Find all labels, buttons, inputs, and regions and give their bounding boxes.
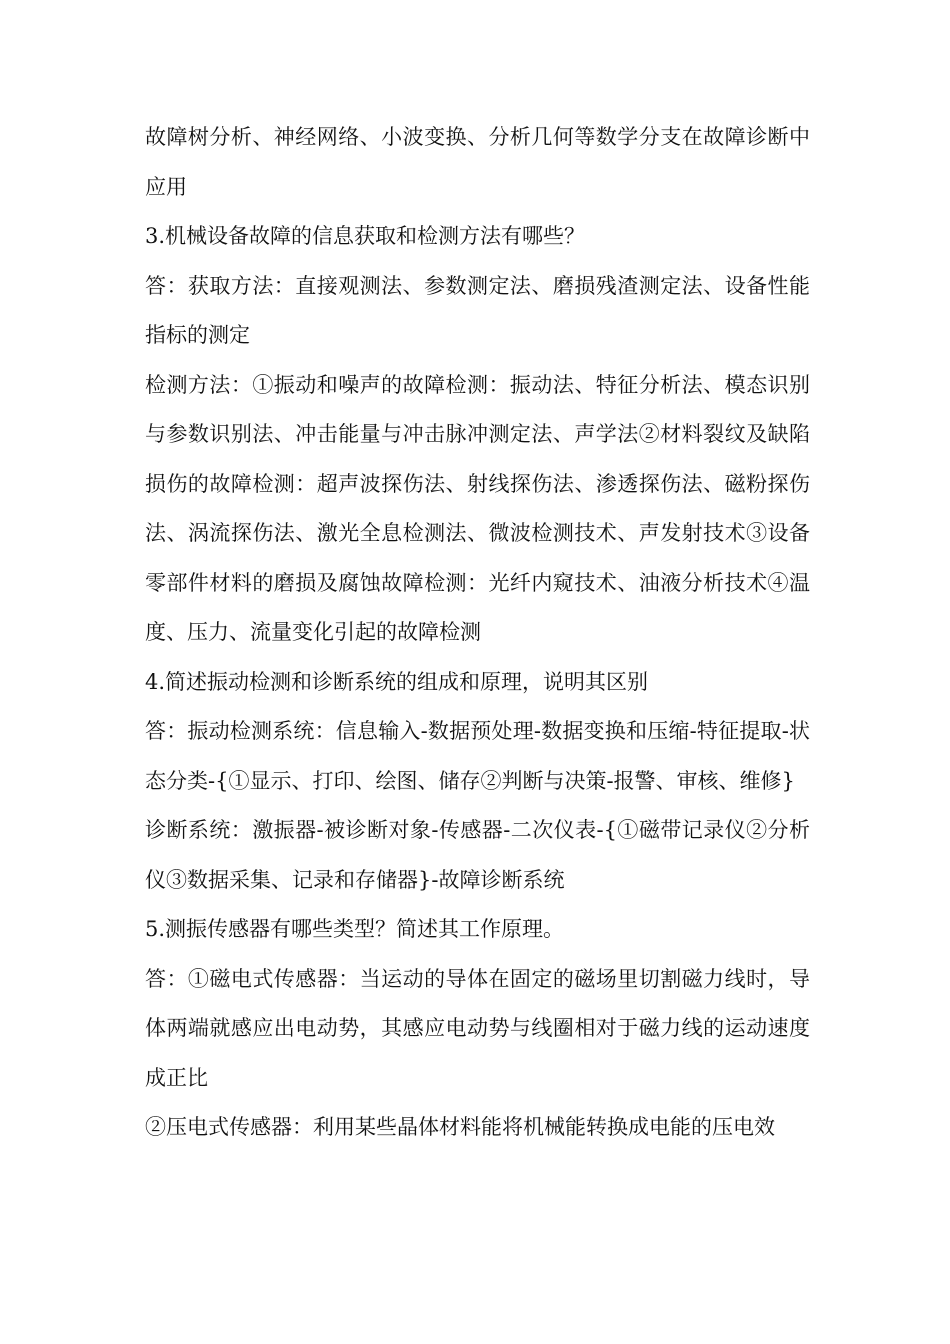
document-body — [145, 113, 810, 1153]
answer-3-detection: 检测方法：①振动和噪声的故障检测：振动法、特征分析法、模态识别与参数识别法、冲击能量与冲击脉冲测定法、声学法②材料裂纹及缺陷损伤的故障检测：超声波探伤法、射线探伤法、渗透探伤法、磁粉探伤法、涡流探伤法、激光全息检测法、微波检测技术、声发射技术③设备零部件材料的磨损及腐蚀故障检测：光纤内窥技术、油液分析技术④温度、压力、流量变化引起的故障检测 — [145, 372, 810, 644]
question-3-heading: 3.机械设备故障的信息获取和检测方法有哪些？ — [145, 224, 586, 248]
answer-3-acquisition: 答：获取方法：直接观测法、参数测定法、磨损残渣测定法、设备性能指标的测定 — [145, 273, 810, 347]
answer-5-magnetoelectric: 答：①磁电式传感器：当运动的导体在固定的磁场里切割磁力线时，导体两端就感应出电动势，其感应电动势与线圈相对于磁力线的运动速度成正比 — [145, 966, 810, 1090]
paragraph-fault-diagnosis-math: 故障树分析、神经网络、小波变换、分析几何等数学分支在故障诊断中应用 — [145, 125, 810, 199]
question-4-heading: 4.简述振动检测和诊断系统的组成和原理，说明其区别 — [145, 669, 649, 694]
answer-4-vibration-system: 答：振动检测系统：信息输入-数据预处理-数据变换和压缩-特征提取-状态分类-{①显示、打印、绘图、储存②判断与决策-报警、审核、维修} — [145, 719, 810, 793]
question-5-heading: 5.测振传感器有哪些类型？简述其工作原理。 — [145, 917, 565, 941]
answer-4-diagnosis-system: 诊断系统：激振器-被诊断对象-传感器-二次仪表-{①磁带记录仪②分析仪③数据采集、记录和存储器}-故障诊断系统 — [145, 818, 810, 892]
answer-5-piezoelectric: ②压电式传感器：利用某些晶体材料能将机械能转换成电能的压电效 — [145, 1115, 775, 1139]
